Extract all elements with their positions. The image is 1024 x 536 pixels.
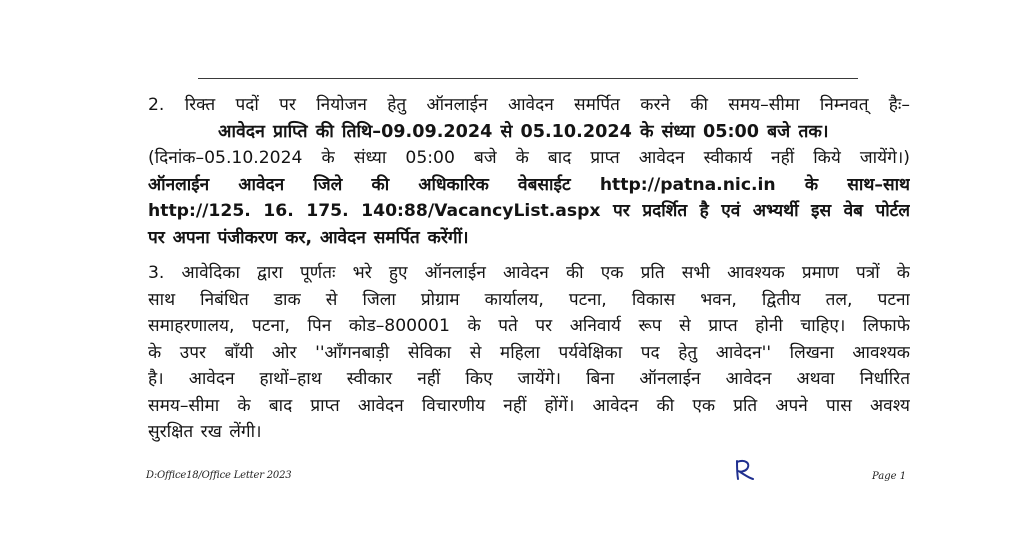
section-3-line-5: है। आवेदन हाथों–हाथ स्वीकार नहीं किए जायेंगे। बिना ऑनलाईन आवेदन अथवा निर्धारित bbox=[148, 369, 910, 389]
section-3-line-7: सुरक्षित रख लेंगी। bbox=[148, 422, 262, 442]
handwritten-initials-icon bbox=[731, 457, 757, 481]
section-2-line-5: http://125. 16. 175. 140:88/VacancyList.aspx पर प्रदर्शित है एवं अभ्यर्थी इस वेब पोर्टल bbox=[148, 201, 910, 221]
section-2-line-1: 2. रिक्त पदों पर नियोजन हेतु ऑनलाईन आवेदन समर्पित करने की समय–सीमा निम्नवत् हैः– bbox=[148, 95, 910, 115]
section-2-line-4: ऑनलाईन आवेदन जिले की अधिकारिक वेबसाईट http://patna.nic.in के साथ–साथ bbox=[148, 174, 910, 195]
section-3-line-6: समय–सीमा के बाद प्राप्त आवेदन विचारणीय नहीं होंगें। आवेदन की एक प्रति अपने पास अवश्य bbox=[148, 395, 910, 416]
section-3-line-1: 3. आवेदिका द्वारा पूर्णतः भरे हुए ऑनलाईन आवेदन की एक प्रति सभी आवश्यक प्रमाण पत्रों के bbox=[148, 263, 910, 283]
section-3-line-4: के उपर बाँयी ओर ''आँगनबाड़ी सेविका से महिला पर्यवेक्षिका पद हेतु आवेदन'' लिखना आवश्यक bbox=[148, 342, 910, 363]
section-3-line-2: साथ निबंधित डाक से जिला प्रोग्राम कार्यालय, पटना, विकास भवन, द्वितीय तल, पटना bbox=[148, 289, 910, 310]
section-2-line-3: (दिनांक–05.10.2024 के संध्या 05:00 बजे के बाद प्राप्त आवेदन स्वीकार्य नहीं किये जायेंगे।) bbox=[148, 148, 910, 168]
section-3 bbox=[148, 260, 910, 446]
section-3-line-3: समाहरणालय, पटना, पिन कोड–800001 के पते पर अनिवार्य रूप से प्राप्त होनी चाहिए। लिफाफे bbox=[148, 316, 910, 336]
page-number: Page 1 bbox=[872, 471, 907, 482]
top-rule bbox=[198, 78, 858, 79]
section-2 bbox=[148, 92, 910, 251]
section-2-line-6: पर अपना पंजीकरण कर, आवेदन समर्पित करेंगीं। bbox=[148, 227, 469, 248]
footer-file-path: D:Office18/Office Letter 2023 bbox=[146, 470, 292, 481]
application-date-range: आवेदन प्राप्ति की तिथि–09.09.2024 से 05.10.2024 के संध्या 05:00 बजे तक। bbox=[218, 121, 829, 142]
